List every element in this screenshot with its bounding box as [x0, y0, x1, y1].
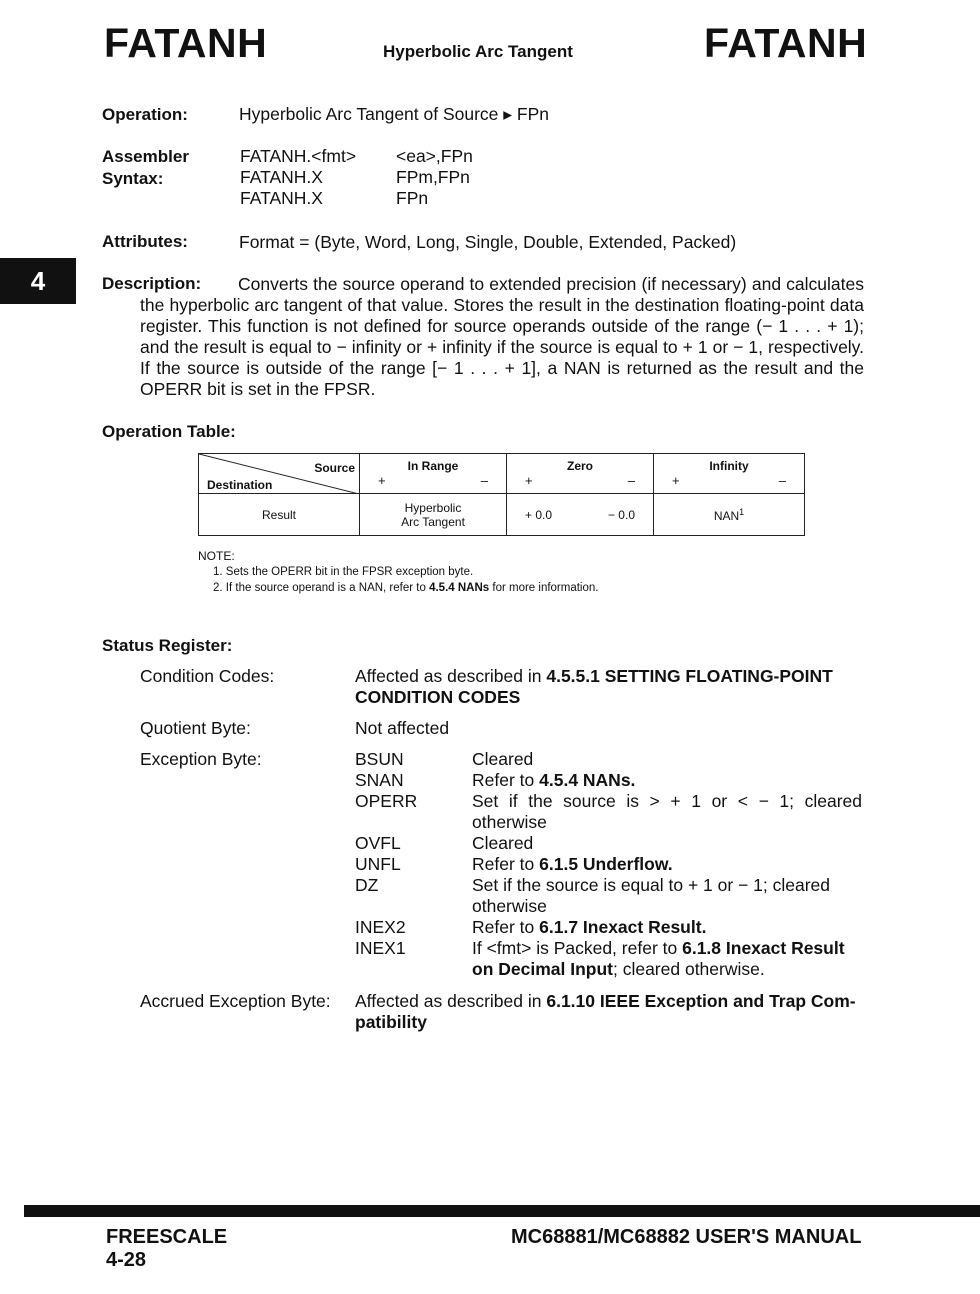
- corner-cell: [199, 454, 360, 494]
- page-title: Hyperbolic Arc Tangent: [383, 42, 573, 61]
- corner-destination: Destination: [207, 478, 273, 492]
- note-2: [213, 582, 598, 594]
- syntax-op-2: FATANH.X: [240, 167, 323, 187]
- operr-name: OPERR: [355, 791, 418, 811]
- unfl-ref: 6.1.5 Underflow.: [539, 854, 673, 874]
- zero-plus-value: + 0.0: [525, 507, 553, 522]
- syntax-label-2: Syntax:: [102, 169, 164, 188]
- in-range-minus: –: [480, 473, 488, 488]
- inex2-ref: 6.1.7 Inexact Result.: [539, 917, 707, 937]
- aeb-pre: Affected as described in: [355, 991, 542, 1011]
- note-2-ref: 4.5.4 NANs: [429, 582, 490, 594]
- operr-value-2: otherwise: [472, 812, 547, 832]
- description-body: Converts the source operand to extended precision (if necessary) and calculates the hyperbolic arc tangent of that value. Stores the result in the destination floating-point data register. This function is not defined for source operands outside of the range (− 1 . . . + 1); and the result is equal to − infinity or + infinity if the source is equal to + 1 or − 1, respectively. If the source is outside of the range [− 1 . . . + 1], a NAN is returned as the result and the OPERR bit is set in the FPSR.: [140, 274, 864, 399]
- col-in-range-title: In Range: [407, 459, 459, 473]
- note-1-num: 1.: [213, 566, 223, 578]
- qb-label: Quotient Byte:: [140, 718, 251, 738]
- chapter-tab: 4: [0, 258, 76, 304]
- cc-ref-1: 4.5.5.1 SETTING FLOATING-POINT: [546, 666, 833, 686]
- footer-rule: [24, 1205, 980, 1217]
- syntax-args-1: <ea>,FPn: [396, 146, 473, 166]
- ovfl-value: Cleared: [472, 833, 534, 853]
- cc-pre: Affected as described in: [355, 666, 542, 686]
- bsun-name: BSUN: [355, 749, 404, 769]
- snan-ref: 4.5.4 NANs.: [539, 770, 636, 790]
- col-infinity: [654, 454, 805, 494]
- inex1-name: INEX1: [355, 938, 406, 958]
- note-1: [213, 566, 473, 578]
- note-2-pre: If the source operand is a NAN, refer to: [225, 582, 426, 594]
- note-2-post: for more information.: [492, 582, 599, 594]
- col-infinity-title: Infinity: [709, 459, 749, 473]
- inex1-value-2: [472, 959, 765, 980]
- zero-minus-value: − 0.0: [607, 507, 635, 522]
- operation-text: Hyperbolic Arc Tangent of Source ▸ FPn: [239, 104, 550, 124]
- dz-value-1: Set if the source is equal to + 1 or − 1; cleared: [472, 875, 830, 895]
- cell-in-range: [360, 494, 507, 536]
- inex2-value: [472, 917, 706, 938]
- col-zero-title: Zero: [566, 459, 593, 473]
- ovfl-name: OVFL: [355, 833, 401, 853]
- in-range-line1: Hyperbolic: [404, 500, 462, 515]
- snan-pre: Refer to: [472, 770, 535, 790]
- eb-label: Exception Byte:: [140, 749, 262, 769]
- mnemonic-right: FATANH: [704, 20, 868, 66]
- op-table-label: Operation Table:: [102, 422, 236, 441]
- snan-value: [472, 770, 635, 791]
- attributes-label: Attributes:: [102, 232, 188, 251]
- cc-value-line1: [355, 666, 833, 687]
- snan-name: SNAN: [355, 770, 404, 790]
- cc-label: Condition Codes:: [140, 666, 275, 686]
- syntax-args-2: FPm,FPn: [396, 167, 470, 187]
- cell-zero: [507, 494, 654, 536]
- note-2-num: 2.: [213, 582, 223, 594]
- note-title: NOTE:: [198, 549, 235, 563]
- in-range-line2: Arc Tangent: [401, 514, 465, 529]
- zero-minus-sign: –: [627, 473, 635, 488]
- aeb-ref-2: patibility: [355, 1012, 427, 1032]
- note-1-text: Sets the OPERR bit in the FPSR exception byte.: [225, 566, 474, 578]
- aeb-label: Accrued Exception Byte:: [140, 991, 331, 1011]
- in-range-plus: +: [378, 473, 386, 488]
- unfl-pre: Refer to: [472, 854, 535, 874]
- aeb-value-1: [355, 991, 856, 1012]
- syntax-op-3: FATANH.X: [240, 188, 323, 208]
- page-number: 4-28: [106, 1249, 147, 1271]
- inex1-value-1: [472, 938, 845, 959]
- zero-plus-sign: +: [525, 473, 533, 488]
- qb-value: Not affected: [355, 718, 450, 738]
- description-label: Description:: [102, 274, 202, 293]
- infinity-minus-sign: –: [778, 473, 786, 488]
- unfl-value: [472, 854, 673, 875]
- infinity-footnote: 1: [739, 506, 745, 517]
- col-in-range: [360, 454, 507, 494]
- infinity-value: NAN: [713, 508, 740, 523]
- cc-ref-2: CONDITION CODES: [355, 687, 521, 707]
- cell-infinity: [654, 494, 805, 536]
- dz-value-2: otherwise: [472, 896, 547, 916]
- operation-label: Operation:: [102, 105, 188, 124]
- infinity-plus-sign: +: [672, 473, 680, 488]
- mnemonic-left: FATANH: [104, 20, 268, 66]
- syntax-op-1: FATANH.<fmt>: [240, 146, 357, 166]
- inex1-post: ; cleared otherwise.: [612, 959, 765, 979]
- status-label: Status Register:: [102, 636, 233, 655]
- bsun-value: Cleared: [472, 749, 534, 769]
- footer-brand: FREESCALE: [106, 1226, 228, 1248]
- row-result-label: Result: [199, 494, 360, 536]
- inex2-pre: Refer to: [472, 917, 535, 937]
- col-zero: [507, 454, 654, 494]
- dz-name: DZ: [355, 875, 379, 895]
- corner-source: Source: [314, 461, 355, 475]
- description-text: [140, 274, 864, 400]
- inex1-pre: If <fmt> is Packed, refer to: [472, 938, 678, 958]
- inex1-ref-1: 6.1.8 Inexact Result: [682, 938, 845, 958]
- syntax-args-3: FPn: [396, 188, 429, 208]
- inex1-ref-2: on Decimal Input: [472, 959, 613, 979]
- unfl-name: UNFL: [355, 854, 401, 874]
- attributes-text: Format = (Byte, Word, Long, Single, Double, Extended, Packed): [239, 232, 737, 252]
- syntax-label-1: Assembler: [102, 147, 189, 166]
- operr-value-1: Set if the source is > + 1 or < − 1; cleared: [472, 791, 862, 811]
- operation-table: [198, 453, 805, 536]
- aeb-ref-1: 6.1.10 IEEE Exception and Trap Com-: [546, 991, 856, 1011]
- footer-manual-title: MC68881/MC68882 USER'S MANUAL: [511, 1226, 862, 1248]
- inex2-name: INEX2: [355, 917, 406, 937]
